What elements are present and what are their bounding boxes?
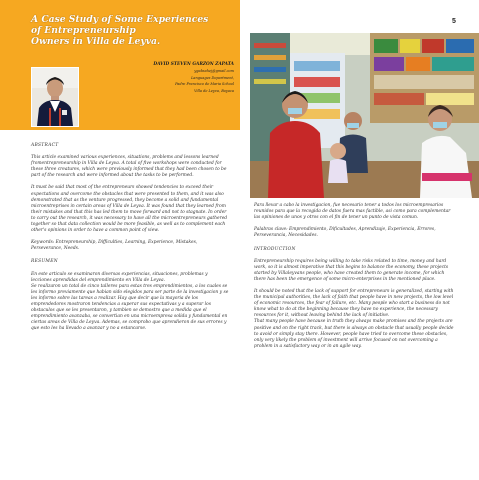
introduction-heading: INTRODUCTION bbox=[254, 247, 296, 253]
author-location: Villa de Leyva, Boyaca bbox=[194, 88, 234, 93]
article-title bbox=[31, 14, 231, 47]
abstract-paragraph: This article examined various experiences, situations, problems and lessons learned fromentrepreneurship in Villa de Leyva. A total of five workshops were conducted for these three creatures, which were previously informed that they had been chosen to be part of the research and were informed about the tasks to be performed. bbox=[31, 155, 227, 179]
abstract-paragraph: It must be said that most of the entrepreneurs showed tendencies to exceed their expectations and overcome the obstacles that were presented to them, and it was also demonstrated that as the venture progressed, they become a solid and fundamental microentreprises in certain areas of Villa de Leyva. It was found that they learned from their mistakes and that this has led them to move forward and not to stagnate. In order to carry out the research, it was necessary to have all the microentrepreneurs gathered together so that data collection would be more feasible, as well as to complement each other's opinions in order to have a common point of view. bbox=[31, 185, 228, 234]
author-school: Padre Francisco de Maria School bbox=[175, 82, 234, 87]
shop-scene-image bbox=[250, 33, 479, 198]
resumen-paragraph: En este articulo se examinaron diversas experiencias, situaciones, problemas y lecciones aprendidas del emprendimiento en Villa de Leyva. bbox=[31, 271, 208, 283]
keywords: Keywords: Entrepreneurship, Difficulties, Learning, Experience, Mistakes, Perseverance, Needs. bbox=[31, 240, 198, 252]
title-line: A Case Study of Some Experiences bbox=[31, 14, 209, 25]
resumen-heading: RESUMEN bbox=[31, 259, 58, 265]
author-portrait-image bbox=[32, 68, 78, 126]
introduction-paragraph: Entrepreneurship requires being willing to take risks related to time, money and hard work, so it is almost imperative that this begins to balance the economy, these projects started by Villaleyvans people, who have created them to generate income, for which there has been the emergence of some micro-enterprises in the mentioned place. bbox=[254, 258, 449, 282]
right-column bbox=[254, 203, 454, 350]
palabras-clave: Palabras clave: Emprendimiento, Dificultades, Aprendizaje, Experiencia, Errores, Perseverancia, Necesidades. bbox=[254, 227, 436, 239]
author-department: Languages Department, bbox=[191, 75, 234, 80]
author-name: DAVID STEVEN GARZON ZAPATA bbox=[153, 62, 234, 67]
page-number: 5 bbox=[452, 18, 456, 25]
author-email[interactable]: ygabsahej@gmail.com bbox=[194, 69, 234, 74]
introduction-paragraph: That many people have because in truth they always make promises and the projects are positive and on the right track, but there is always an obstacle that usually people decide to avoid or simply stay there. However, people have tried to overcome these obstacles, only very likely the problem of investment will arrive focused on not overcoming a problem in a satisfactory way or in an agile way. bbox=[254, 319, 454, 349]
author-photo bbox=[31, 67, 79, 127]
abstract-heading: ABSTRACT bbox=[31, 143, 59, 148]
shop-photo bbox=[250, 33, 479, 198]
title-line: of Entrepreneurship bbox=[31, 25, 136, 36]
title-line: Owners in Villa de Leyva. bbox=[31, 36, 161, 47]
abstract-section bbox=[31, 143, 229, 332]
author-info bbox=[150, 62, 234, 94]
resumen-continuation: Para llevar a cabo la investigacion, fue necesario tener a todos los microempresarios reunidos para que la recogida de datos fuera mas factible, asi como para complementar las opiniones de unos y otros con el fin de tener un punto de vista comun. bbox=[254, 203, 451, 221]
introduction-paragraph: It should be noted that the lack of support for entrepreneurs is generalized, starting with the municipal authorities, the lack of faith that people have in new projects, the low level of economic resources, the fear of failure, etc. Many people who start a business do not know what to do at the beginning because they have no experience, the necessary resources for it, without leaving behind the lack of initiative. bbox=[254, 288, 454, 319]
resumen-paragraph: Se realizaron un total de cinco talleres para estas tres emprendimientos, a los cuales se les informo previamente que habian sido elegidos para ser parte de la investigacion y se les informo sobre las tareas a realizar. Hay que decir que la mayoria de los emprendedores mostraron tendencias a superar sus expectativas y a superar los obstaculos que se les presentaron, y tambien se demostro que a medida que el emprendimiento avanzaba, se convertian en una microempresa solida y fundamental en ciertas areas de Villa de Leyva. Ademas, se comprobo que aprendieron de sus errores y que esto les ha llevado a avanzar y no a estancarse. bbox=[31, 283, 229, 332]
